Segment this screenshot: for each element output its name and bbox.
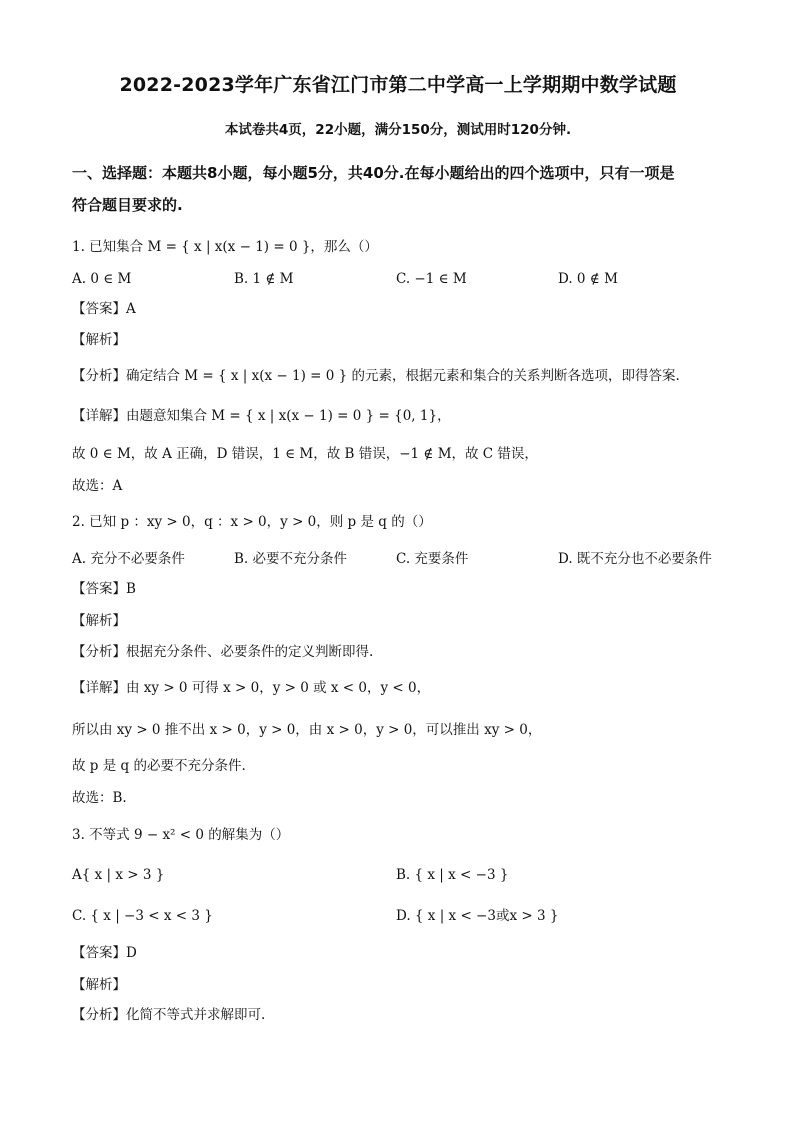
- q2-detail-1: 【详解】由 xy > 0 可得 x > 0，y > 0 或 x < 0，y < 0，: [72, 680, 431, 696]
- q1-analysis: 【分析】确定结合 M = { x | x(x − 1) = 0 } 的元素，根据元素和集合的关系判断各选项，即得答案.: [72, 368, 680, 384]
- q1-option-b: B. 1 ∉ M: [234, 271, 294, 287]
- q1-detail-2: 故 0 ∈ M，故 A 正确，D 错误，1 ∈ M，故 B 错误，−1 ∉ M，故 C 错误，: [72, 446, 538, 462]
- section-heading-line1: 一、选择题：本题共8小题，每小题5分，共40分.在每小题给出的四个选项中，只有一项是: [72, 164, 675, 182]
- q1-option-d: D. 0 ∉ M: [558, 271, 618, 287]
- q2-option-d: D. 既不充分也不必要条件: [558, 551, 712, 567]
- q3-analysis: 【分析】化简不等式并求解即可.: [72, 1007, 266, 1023]
- q3-option-c: C. { x | −3 < x < 3 }: [72, 908, 213, 924]
- page-title: 2022-2023学年广东省江门市第二中学高一上学期期中数学试题: [119, 74, 677, 96]
- q1-detail-1: 【详解】由题意知集合 M = { x | x(x − 1) = 0 } = {0, 1}，: [72, 408, 451, 424]
- q2-choose: 故选：B.: [72, 790, 127, 806]
- q2-detail-3: 故 p 是 q 的必要不充分条件.: [72, 758, 246, 774]
- q1-jiexi: 【解析】: [72, 332, 126, 348]
- q3-jiexi: 【解析】: [72, 977, 126, 993]
- q2-analysis: 【分析】根据充分条件、必要条件的定义判断即得.: [72, 644, 374, 660]
- q1-answer: 【答案】A: [72, 301, 136, 317]
- q1-stem: 1. 已知集合 M = { x | x(x − 1) = 0 }，那么（）: [72, 239, 378, 255]
- q2-stem: 2. 已知 p ：xy > 0，q ：x > 0，y > 0，则 p 是 q 的（）: [72, 514, 432, 530]
- page-subtitle: 本试卷共4页，22小题，满分150分，测试用时120分钟.: [224, 122, 572, 138]
- q1-option-c: C. −1 ∈ M: [396, 271, 467, 287]
- q3-stem: 3. 不等式 9 − x² < 0 的解集为（）: [72, 827, 290, 843]
- q2-answer: 【答案】B: [72, 581, 136, 597]
- q2-option-a: A. 充分不必要条件: [72, 551, 185, 567]
- section-heading-line2: 符合题目要求的.: [72, 196, 183, 214]
- q3-option-a: A{ x | x > 3 }: [72, 867, 165, 883]
- q2-option-b: B. 必要不充分条件: [234, 551, 348, 567]
- q3-answer: 【答案】D: [72, 945, 137, 961]
- q1-option-a: A. 0 ∈ M: [72, 271, 132, 287]
- q1-choose: 故选：A: [72, 478, 123, 494]
- q2-detail-2: 所以由 xy > 0 推不出 x > 0，y > 0，由 x > 0，y > 0，可以推出 xy > 0，: [72, 722, 542, 738]
- q2-jiexi: 【解析】: [72, 613, 126, 629]
- q3-option-b: B. { x | x < −3 }: [396, 867, 509, 883]
- q3-option-d: D. { x | x < −3或x > 3 }: [396, 908, 559, 924]
- q2-option-c: C. 充要条件: [396, 551, 469, 567]
